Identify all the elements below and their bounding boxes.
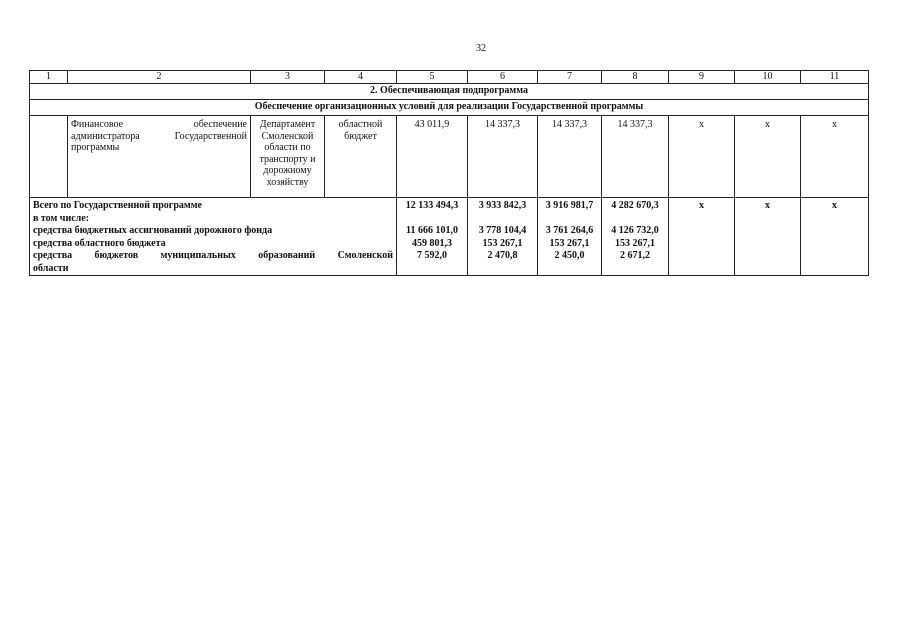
subprogram-heading-row xyxy=(30,84,869,100)
totals-labels xyxy=(30,198,397,276)
indicator-cell: х xyxy=(669,116,735,198)
column-number: 6 xyxy=(468,71,538,84)
spacer xyxy=(471,213,534,226)
year3-amount: 14 337,3 xyxy=(602,116,669,198)
municipal-budget-label-continued: области xyxy=(33,262,69,274)
municipal-budget-label: средства бюджетов муниципальных образований Смоленской xyxy=(33,250,393,261)
road-fund-year1: 3 778 104,4 xyxy=(478,225,527,236)
totals-label: Всего по Государственной программе xyxy=(33,200,202,211)
indicator-cell: х xyxy=(735,116,801,198)
year2-amount: 14 337,3 xyxy=(538,116,602,198)
row-number xyxy=(30,116,68,198)
spacer xyxy=(541,213,598,226)
measure-title: Обеспечение организационных условий для реализации Государственной программы xyxy=(30,100,869,116)
spacer xyxy=(400,213,464,226)
column-number: 10 xyxy=(735,71,801,84)
column-number: 4 xyxy=(325,71,397,84)
measure-name: Финансовое обеспечение администратора Государственной программы xyxy=(68,116,251,198)
column-number: 7 xyxy=(538,71,602,84)
column-number: 8 xyxy=(602,71,669,84)
year1-amount: 14 337,3 xyxy=(468,116,538,198)
municipal-budget-year2: 2 450,0 xyxy=(554,250,585,261)
totals-column-6 xyxy=(468,198,538,276)
grand-total-year2: 3 916 981,7 xyxy=(545,200,594,211)
column-number: 2 xyxy=(68,71,251,84)
indicator-cell: х xyxy=(801,198,869,276)
indicator-cell: х xyxy=(801,116,869,198)
road-fund-total: 11 666 101,0 xyxy=(406,225,458,236)
funding-source: областной бюджет xyxy=(325,116,397,198)
total-amount: 43 011,9 xyxy=(397,116,468,198)
totals-column-7 xyxy=(538,198,602,276)
column-number: 11 xyxy=(801,71,869,84)
column-number: 3 xyxy=(251,71,325,84)
budget-table xyxy=(29,70,869,276)
column-number: 9 xyxy=(669,71,735,84)
road-fund-year2: 3 761 264,6 xyxy=(545,225,594,236)
spacer xyxy=(605,213,665,226)
executor: Департамент Смоленской области по транспорту и дорожному хозяйству xyxy=(251,116,325,198)
regional-budget-year3: 153 267,1 xyxy=(615,237,655,249)
measure-heading-row xyxy=(30,100,869,116)
totals-column-5 xyxy=(397,198,468,276)
municipal-budget-total: 7 592,0 xyxy=(417,250,447,261)
grand-total-year3: 4 282 670,3 xyxy=(611,200,659,211)
regional-budget-label: средства областного бюджета xyxy=(33,237,166,249)
municipal-budget-year1: 2 470,8 xyxy=(487,250,518,261)
totals-column-8 xyxy=(602,198,669,276)
regional-budget-total: 459 801,3 xyxy=(412,237,452,249)
column-number: 1 xyxy=(30,71,68,84)
indicator-cell: х xyxy=(735,198,801,276)
regional-budget-year1: 153 267,1 xyxy=(482,237,523,249)
table-row xyxy=(30,116,869,198)
column-number-row xyxy=(30,71,869,84)
subprogram-title: 2. Обеспечивающая подпрограмма xyxy=(30,84,869,100)
road-fund-year3: 4 126 732,0 xyxy=(611,225,659,236)
regional-budget-year2: 153 267,1 xyxy=(549,237,590,249)
municipal-budget-year3: 2 671,2 xyxy=(620,250,650,261)
road-fund-label: средства бюджетных ассигнований дорожного фонда xyxy=(33,225,273,236)
in-that-number-label: в том числе: xyxy=(33,212,90,224)
grand-total-year1: 3 933 842,3 xyxy=(478,200,527,211)
page-number: 32 xyxy=(476,43,486,54)
indicator-cell: х xyxy=(669,198,735,276)
grand-total: 12 133 494,3 xyxy=(405,200,459,211)
totals-row xyxy=(30,198,869,276)
column-number: 5 xyxy=(397,71,468,84)
